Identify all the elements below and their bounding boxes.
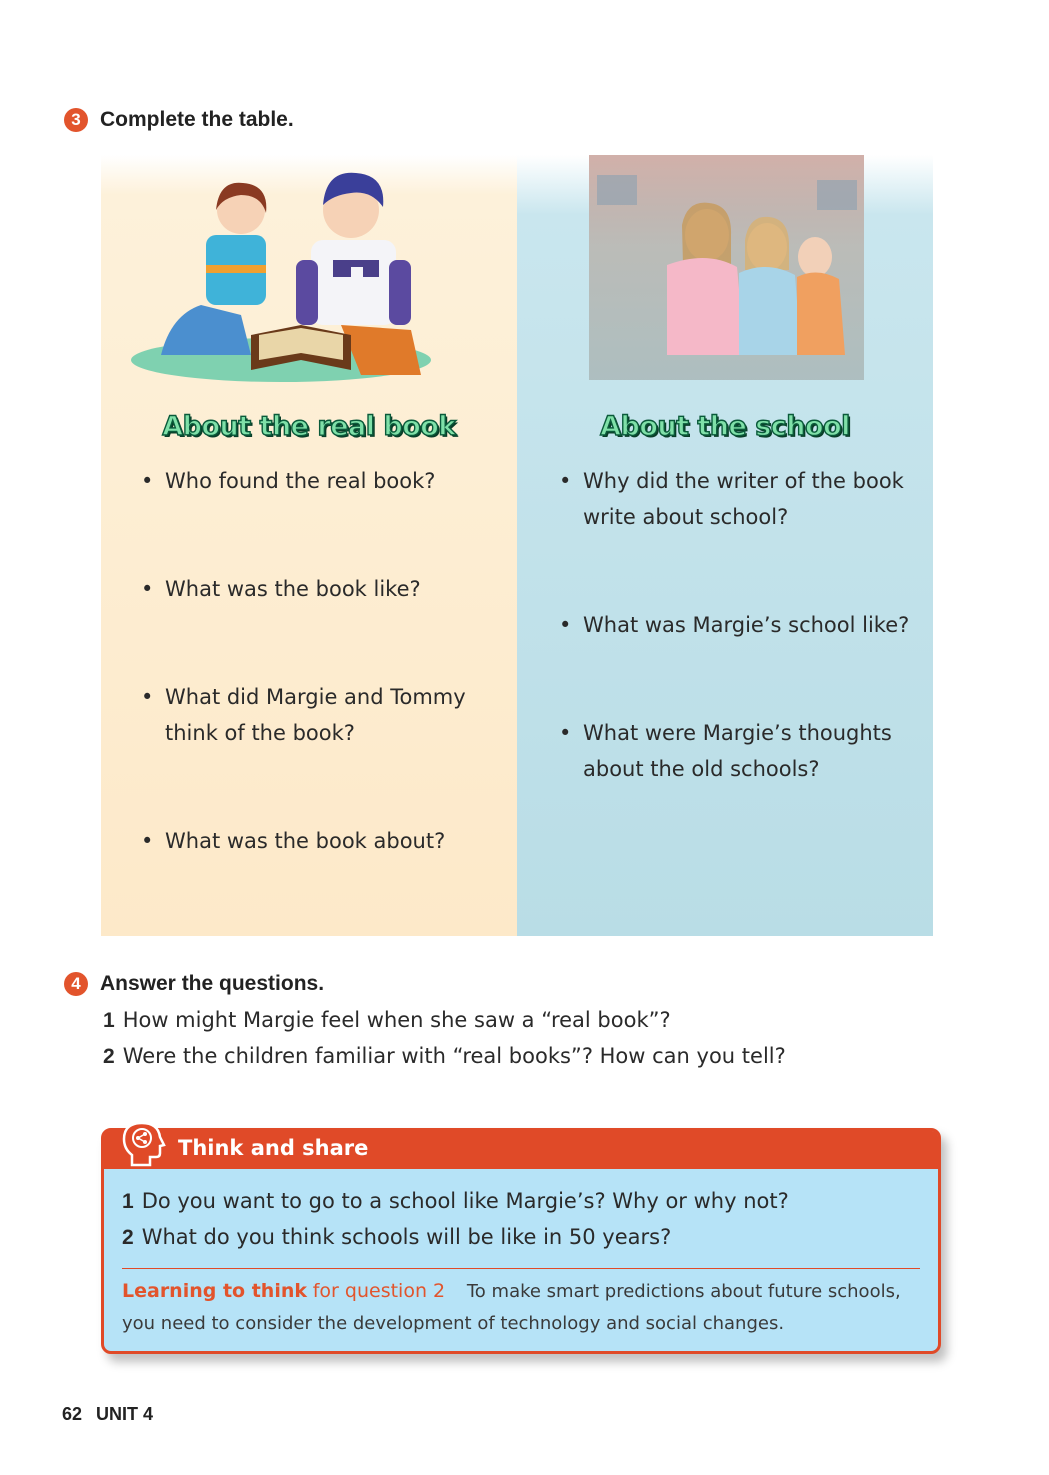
unit-label: UNIT 4 (96, 1404, 154, 1424)
school-children-photo (517, 155, 933, 385)
task-number-badge: 4 (64, 972, 88, 996)
learning-to-think-label: Learning to think (122, 1280, 307, 1302)
list-item: • What were Margie’s thoughts about the old schools? (559, 721, 892, 781)
list-item: • What was the book about? (141, 829, 446, 853)
children-reading-illustration (101, 155, 517, 395)
list-item: • What was Margie’s school like? (559, 613, 910, 637)
divider (122, 1268, 920, 1269)
school-column (517, 155, 933, 936)
think-and-share-box (101, 1128, 941, 1354)
list-item: • What did Margie and Tommy think of the book? (141, 685, 466, 745)
task-4-heading (64, 972, 324, 996)
head-share-icon (118, 1115, 174, 1171)
share-question: 1 Do you want to go to a school like Margie’s? Why or why not? (122, 1189, 789, 1213)
task-title: Answer the questions. (100, 972, 325, 995)
real-book-heading: About the real book (162, 411, 456, 442)
learning-to-think-note (122, 1275, 922, 1340)
answer-question: 2 Were the children familiar with “real books”? How can you tell? (103, 1044, 786, 1068)
learning-to-think-text: To make smart predictions about future schools, you need to consider the development of technology and social changes. (122, 1281, 901, 1334)
school-heading: About the school (600, 411, 850, 442)
share-question: 2 What do you think schools will be like in 50 years? (122, 1225, 672, 1249)
list-item: • Who found the real book? (141, 469, 436, 493)
task-number-badge: 3 (64, 108, 88, 132)
list-item: • Why did the writer of the book write about school? (559, 469, 904, 529)
task-3-heading (64, 108, 294, 132)
learning-to-think-target: for question 2 (312, 1280, 446, 1302)
answer-question: 1 How might Margie feel when she saw a “real book”? (103, 1008, 671, 1032)
task-title: Complete the table. (100, 108, 294, 131)
page-footer (62, 1404, 153, 1425)
real-book-column (101, 155, 517, 936)
think-and-share-title: Think and share (178, 1136, 369, 1160)
list-item: • What was the book like? (141, 577, 421, 601)
page-number: 62 (62, 1404, 83, 1424)
